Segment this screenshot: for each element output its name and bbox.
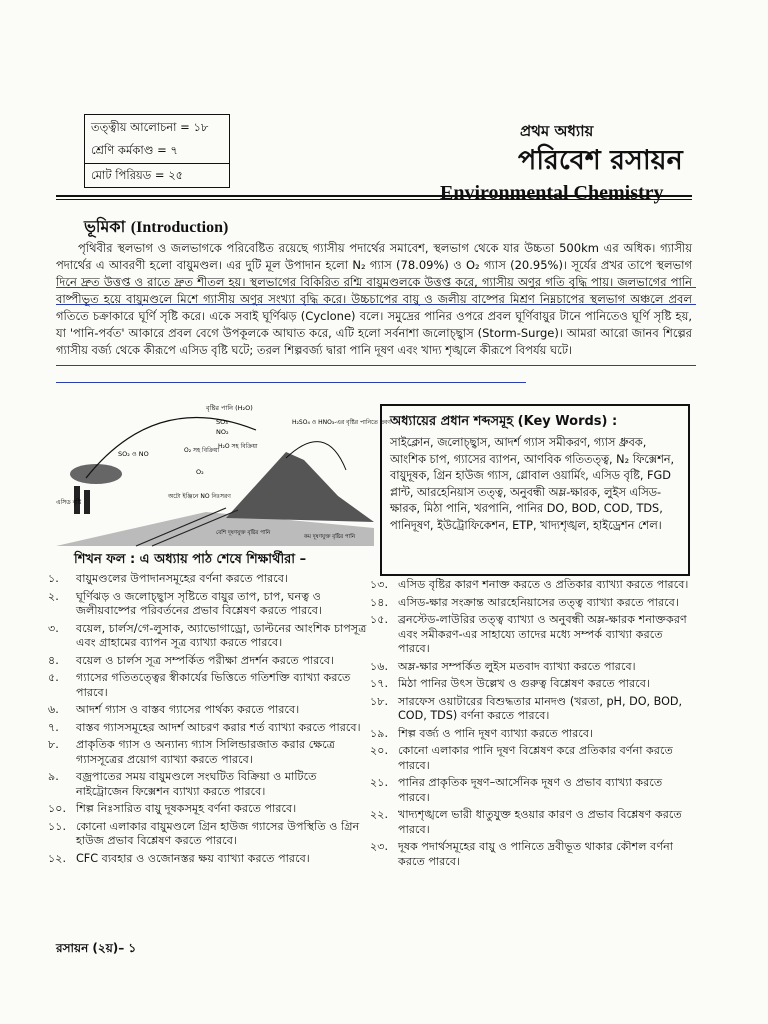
figure-label: O₂ সহ বিক্রিয়া: [184, 447, 220, 454]
item-number: ২২.: [370, 808, 389, 821]
learning-outcomes-heading: শিখন ফল : এ অধ্যায় পাঠ শেষে শিক্ষার্থীরা –: [74, 552, 307, 567]
learning-outcome-item: [48, 721, 368, 736]
item-number: ৮.: [48, 738, 59, 751]
key-words-title: অধ্যায়ের প্রধান শব্দসমূহ (Key Words) :: [390, 414, 618, 429]
item-text: বয়েল ও চার্লস সূত্র সম্পর্কিত পরীক্ষা প্রদর্শন করতে পারবে।: [76, 653, 335, 667]
item-number: ১.: [48, 572, 59, 585]
period-practical: শ্রেণি কর্মকাণ্ড = ৭: [91, 143, 178, 157]
item-number: ৩.: [48, 621, 59, 635]
learning-outcome-item: [48, 852, 368, 867]
figure-label: O₂: [196, 468, 204, 476]
item-number: ১২.: [48, 851, 67, 865]
learning-outcome-item: [370, 808, 692, 837]
header-rule: [56, 195, 692, 197]
figure-label: NO₂: [216, 428, 229, 436]
item-number: ২.: [48, 589, 59, 603]
figure-label: H₂O সহ বিক্রিয়া: [218, 443, 258, 450]
item-number: ৯.: [48, 770, 59, 783]
item-text: মিঠা পানির উৎস উল্লেখ ও গুরুত্ব বিশ্লেষণ করতে পারবে।: [398, 677, 650, 690]
item-number: ১৭.: [370, 677, 389, 690]
item-number: ১৪.: [370, 595, 389, 609]
item-number: ৫.: [48, 671, 59, 684]
item-text: এসিড-ক্ষার সংক্রান্ত আরহেনিয়াসের তত্ত্ব ব্যাখ্যা করতে পারবে।: [398, 595, 679, 609]
key-words-box: [380, 404, 690, 576]
item-text: বয়েল, চার্লস/গে-লুসাক, অ্যাভোগাড্রো, ডাল্টনের আংশিক চাপসূত্র এবং গ্রাহামের ব্যাপন সূত্র ব্যাখ্যা করতে পারবে।: [76, 621, 367, 649]
learning-outcome-item: [48, 802, 368, 817]
figure-label: বৃষ্টির পানি (H₂O): [206, 404, 253, 412]
item-number: ২১.: [370, 776, 389, 789]
intro-heading: [84, 214, 228, 241]
factory-chimney: [84, 490, 90, 514]
learning-outcome-item: [370, 776, 692, 805]
learning-outcome-item: [370, 596, 692, 611]
item-text: খাদ্যশৃঙ্খলে ভারী ধাতুযুক্ত হওয়ার কারণ ও প্রভাব বিশ্লেষণ করতে পারবে।: [398, 808, 682, 836]
mountain: [226, 452, 374, 522]
item-text: পানির প্রাকৃতিক দূষণ–আর্সেনিক দূষণ ও প্রভাব ব্যাখ্যা করতে পারবে।: [398, 776, 663, 804]
learning-outcomes-left: [48, 572, 368, 869]
item-number: ২০.: [370, 744, 389, 757]
page-footer: রসায়ন (২য়)– ১: [56, 941, 137, 955]
item-text: শিল্প বর্জ্য ও পানি দূষণ ব্যাখ্যা করতে পারবে।: [398, 726, 594, 740]
learning-outcome-item: [48, 654, 368, 669]
item-text: আদর্শ গ্যাস ও বাস্তব গ্যাসের পার্থক্য করতে পারবে।: [76, 703, 300, 716]
learning-outcome-item: [48, 590, 368, 619]
learning-outcome-item: [370, 660, 692, 675]
highlight-underline: [56, 287, 696, 288]
learning-outcome-item: [48, 572, 368, 587]
learning-outcome-item: [370, 677, 692, 692]
chapter-number: প্রথম অধ্যায়: [520, 122, 594, 140]
item-number: ১১.: [48, 819, 67, 833]
item-number: ৪.: [48, 653, 59, 667]
acid-rain-figure: [56, 400, 391, 546]
item-text: গ্যাসের গতিতত্ত্বের স্বীকার্যের ভিত্তিতে গতিশক্তি ব্যাখ্যা করতে পারবে।: [76, 671, 351, 699]
learning-outcome-item: [48, 703, 368, 718]
item-text: বায়ুমণ্ডলের উপাদানসমূহের বর্ণনা করতে পারবে।: [76, 572, 288, 585]
item-number: ১৬.: [370, 659, 389, 673]
item-text: অম্ল-ক্ষার সম্পর্কিত লুইস মতবাদ ব্যাখ্যা করতে পারবে।: [398, 659, 636, 673]
learning-outcome-item: [48, 820, 368, 849]
item-number: ১৫.: [370, 613, 389, 626]
item-text: কোনো এলাকার বায়ুমণ্ডলে গ্রিন হাউজ গ্যাসের উপস্থিতি ও গ্রিন হাউজ প্রভাব বিশ্লেষণ করতে পারবে।: [76, 819, 360, 847]
learning-outcome-item: [370, 744, 692, 773]
learning-outcome-item: [370, 840, 692, 869]
item-text: প্রাকৃতিক গ্যাস ও অন্যান্য গ্যাস সিলিন্ডারজাত করার ক্ষেত্রে গ্যাসসূত্রের প্রয়োগ ব্যাখ্যা করতে পারবে।: [76, 738, 335, 766]
intro-paragraph-block: [56, 240, 692, 359]
learning-outcome-item: [48, 671, 368, 700]
figure-label: বেশি দূষণযুক্ত বৃষ্টির পানি: [216, 530, 271, 536]
item-number: ৬.: [48, 703, 59, 716]
item-number: ১৮.: [370, 694, 389, 708]
intro-heading-en: (Introduction): [130, 219, 229, 236]
header-rule-thin: [56, 199, 692, 200]
item-text: ঘূর্ণিঝড় ও জলোচ্ছ্বাস সৃষ্টিতে বায়ুর তাপ, চাপ, ঘনত্ব ও জলীয়বাষ্পের পরিবর্তনের প্রভাব বিশ্লেষণ করতে পারবে।: [76, 589, 323, 617]
chapter-title: পরিবেশ রসায়ন: [518, 145, 683, 176]
period-box: [84, 114, 230, 188]
period-theory: তত্ত্বীয় আলোচনা = ১৮: [91, 120, 209, 134]
chapter-title-english: Environmental Chemistry: [440, 182, 664, 204]
item-number: ১০.: [48, 802, 67, 815]
item-text: CFC ব্যবহার ও ওজোনস্তর ক্ষয় ব্যাখ্যা করতে পারবে।: [76, 851, 310, 865]
period-total: মোট পিরিয়ড = ২৫: [91, 168, 184, 182]
figure-label: এসিড বৃষ্টি: [56, 499, 82, 506]
item-text: এসিড বৃষ্টির কারণ শনাক্ত করতে ও প্রতিকার ব্যাখ্যা করতে পারবে।: [398, 578, 689, 591]
learning-outcome-item: [48, 738, 368, 767]
period-divider: [85, 163, 229, 164]
figure-label: অটো ইঞ্জিনে NO নিঃসরণ: [168, 493, 231, 500]
item-text: শিল্প নিঃসারিত বায়ু দূষকসমূহ বর্ণনা করতে পারবে।: [76, 802, 297, 815]
figure-label: SO₂ ও NO: [118, 450, 149, 458]
item-text: কোনো এলাকার পানি দূষণ বিশ্লেষণ করে প্রতিকার বর্ণনা করতে পারবে।: [398, 744, 673, 772]
learning-outcome-item: [370, 578, 692, 593]
learning-outcome-item: [48, 770, 368, 799]
learning-outcome-item: [370, 613, 692, 657]
item-number: ১৩.: [370, 578, 389, 591]
highlight-underline: [56, 365, 696, 366]
learning-outcomes-right: [370, 578, 692, 872]
item-text: সারফেস ওয়াটারের বিশুদ্ধতার মানদণ্ড (খরতা, pH, DO, BOD, COD, TDS) বর্ণনা করতে পারবে।: [398, 694, 683, 722]
figure-label: H₂SO₄ ও HNO₃-এর বৃষ্টির পানিতে দ্রবণ: [292, 419, 391, 426]
item-number: ৭.: [48, 720, 59, 734]
item-text: বাস্তব গ্যাসসমূহের আদর্শ আচরণ করার শর্ত ব্যাখ্যা করতে পারবে।: [76, 720, 361, 734]
learning-outcome-item: [370, 695, 692, 724]
intro-heading-bn: ভূমিকা: [84, 217, 126, 236]
highlight-underline: [56, 304, 696, 305]
item-number: ১৯.: [370, 726, 389, 740]
item-text: ব্রনস্টেড-লাউরির তত্ত্ব ব্যাখ্যা ও অনুবন্ধী অম্ল-ক্ষারক শনাক্তকরণ এবং সমীকরণ-এর সাহায্যে তাদের মধ্যে সম্পর্ক ব্যাখ্যা করতে পারবে।: [398, 613, 687, 655]
learning-outcome-item: [370, 727, 692, 742]
key-words-list: সাইক্লোন, জলোচ্ছ্বাস, আদর্শ গ্যাস সমীকরণ, গ্যাস ধ্রুবক, আংশিক চাপ, গ্যাসের ব্যাপন, আণবিক গতিতত্ত্ব, N₂ ফিক্সেশন, বায়ুদূষক, গ্রিন হাউজ গ্যাস, গ্লোবাল ওয়ার্মিং, এসিড বৃষ্টি, FGD প্লান্ট, আরহেনিয়াস তত্ত্ব, অনুবন্ধী অম্ল-ক্ষারক, লুইস এসিড-ক্ষারক, মিঠা পানি, খরপানি, পানির DO, BOD, COD, TDS, পানিদূষণ, ইউট্রোফিকেশন, ETP, খাদ্যশৃঙ্খল, হাইড্রেশন শেল।: [390, 436, 675, 532]
item-number: ২৩.: [370, 840, 389, 853]
item-text: বজ্রপাতের সময় বায়ুমণ্ডলে সংঘটিত বিক্রিয়া ও মাটিতে নাইট্রোজেন ফিক্সেশন ব্যাখ্যা করতে পারবে।: [76, 770, 317, 798]
learning-outcome-item: [48, 622, 368, 651]
highlight-underline: [56, 382, 526, 383]
figure-label: SO₃: [216, 418, 228, 426]
figure-label: কম দূষণযুক্ত বৃষ্টির পানি: [304, 534, 356, 540]
intro-paragraph: পৃথিবীর স্থলভাগ ও জলভাগকে পরিবেষ্টিত রয়েছে গ্যাসীয় পদার্থের সমাবেশ, স্থলভাগ থেকে যার উচ্চতা 500km এর অধিক। গ্যাসীয় পদার্থের এ আবরণী হলো বায়ুমণ্ডল। এর দুটি মূল উপাদান হলো N₂ গ্যাস (78.09%) ও O₂ গ্যাস (20.95%)। সূর্যের প্রখর তাপে স্থলভাগ দিনে দ্রুত উত্তপ্ত ও রাতে দ্রুত শীতল হয়। স্থলভাগের বিকিরিত রশ্মি বায়ুমণ্ডলকে উত্তপ্ত করে, গ্যাসীয় অণুর গতি বৃদ্ধি পায়। জলভাগের পানি বাষ্পীভূত হয়ে বায়ুমণ্ডলে মিশে গ্যাসীয় অণুর সংখ্যা বৃদ্ধি করে। উচ্চচাপের বায়ু ও জলীয় বাষ্পের মিশ্রণ নিম্নচাপের স্থলভাগ অঞ্চলে প্রবল গতিতে চক্রাকারে ঘূর্ণি সৃষ্টি করে। একে সবাই ঘূর্ণিঝড় (Cyclone) বলে। সমুদ্রের পানির ওপরে প্রবল ঘূর্ণিবায়ুর টানে পানিতেও ঘূর্ণি সৃষ্টি হয়, যা 'পানি-পর্বত' আকারে প্রবল বেগে উপকূলকে আঘাত করে, এটি হলো সর্বনাশা জলোচ্ছ্বাস (Storm-Surge)। আমরা আরো জানব শিল্পের গ্যাসীয় বর্জ্য থেকে কীরূপে এসিড বৃষ্টি ঘটে; তরল শিল্পবর্জ্য দ্বারা পানি দূষণ এবং খাদ্য শৃঙ্খলে কীরূপে বিপর্যয় ঘটে।: [56, 241, 692, 357]
item-text: দূষক পদার্থসমূহের বায়ু ও পানিতে দ্রবীভূত থাকার কৌশল বর্ণনা করতে পারবে।: [398, 840, 674, 868]
